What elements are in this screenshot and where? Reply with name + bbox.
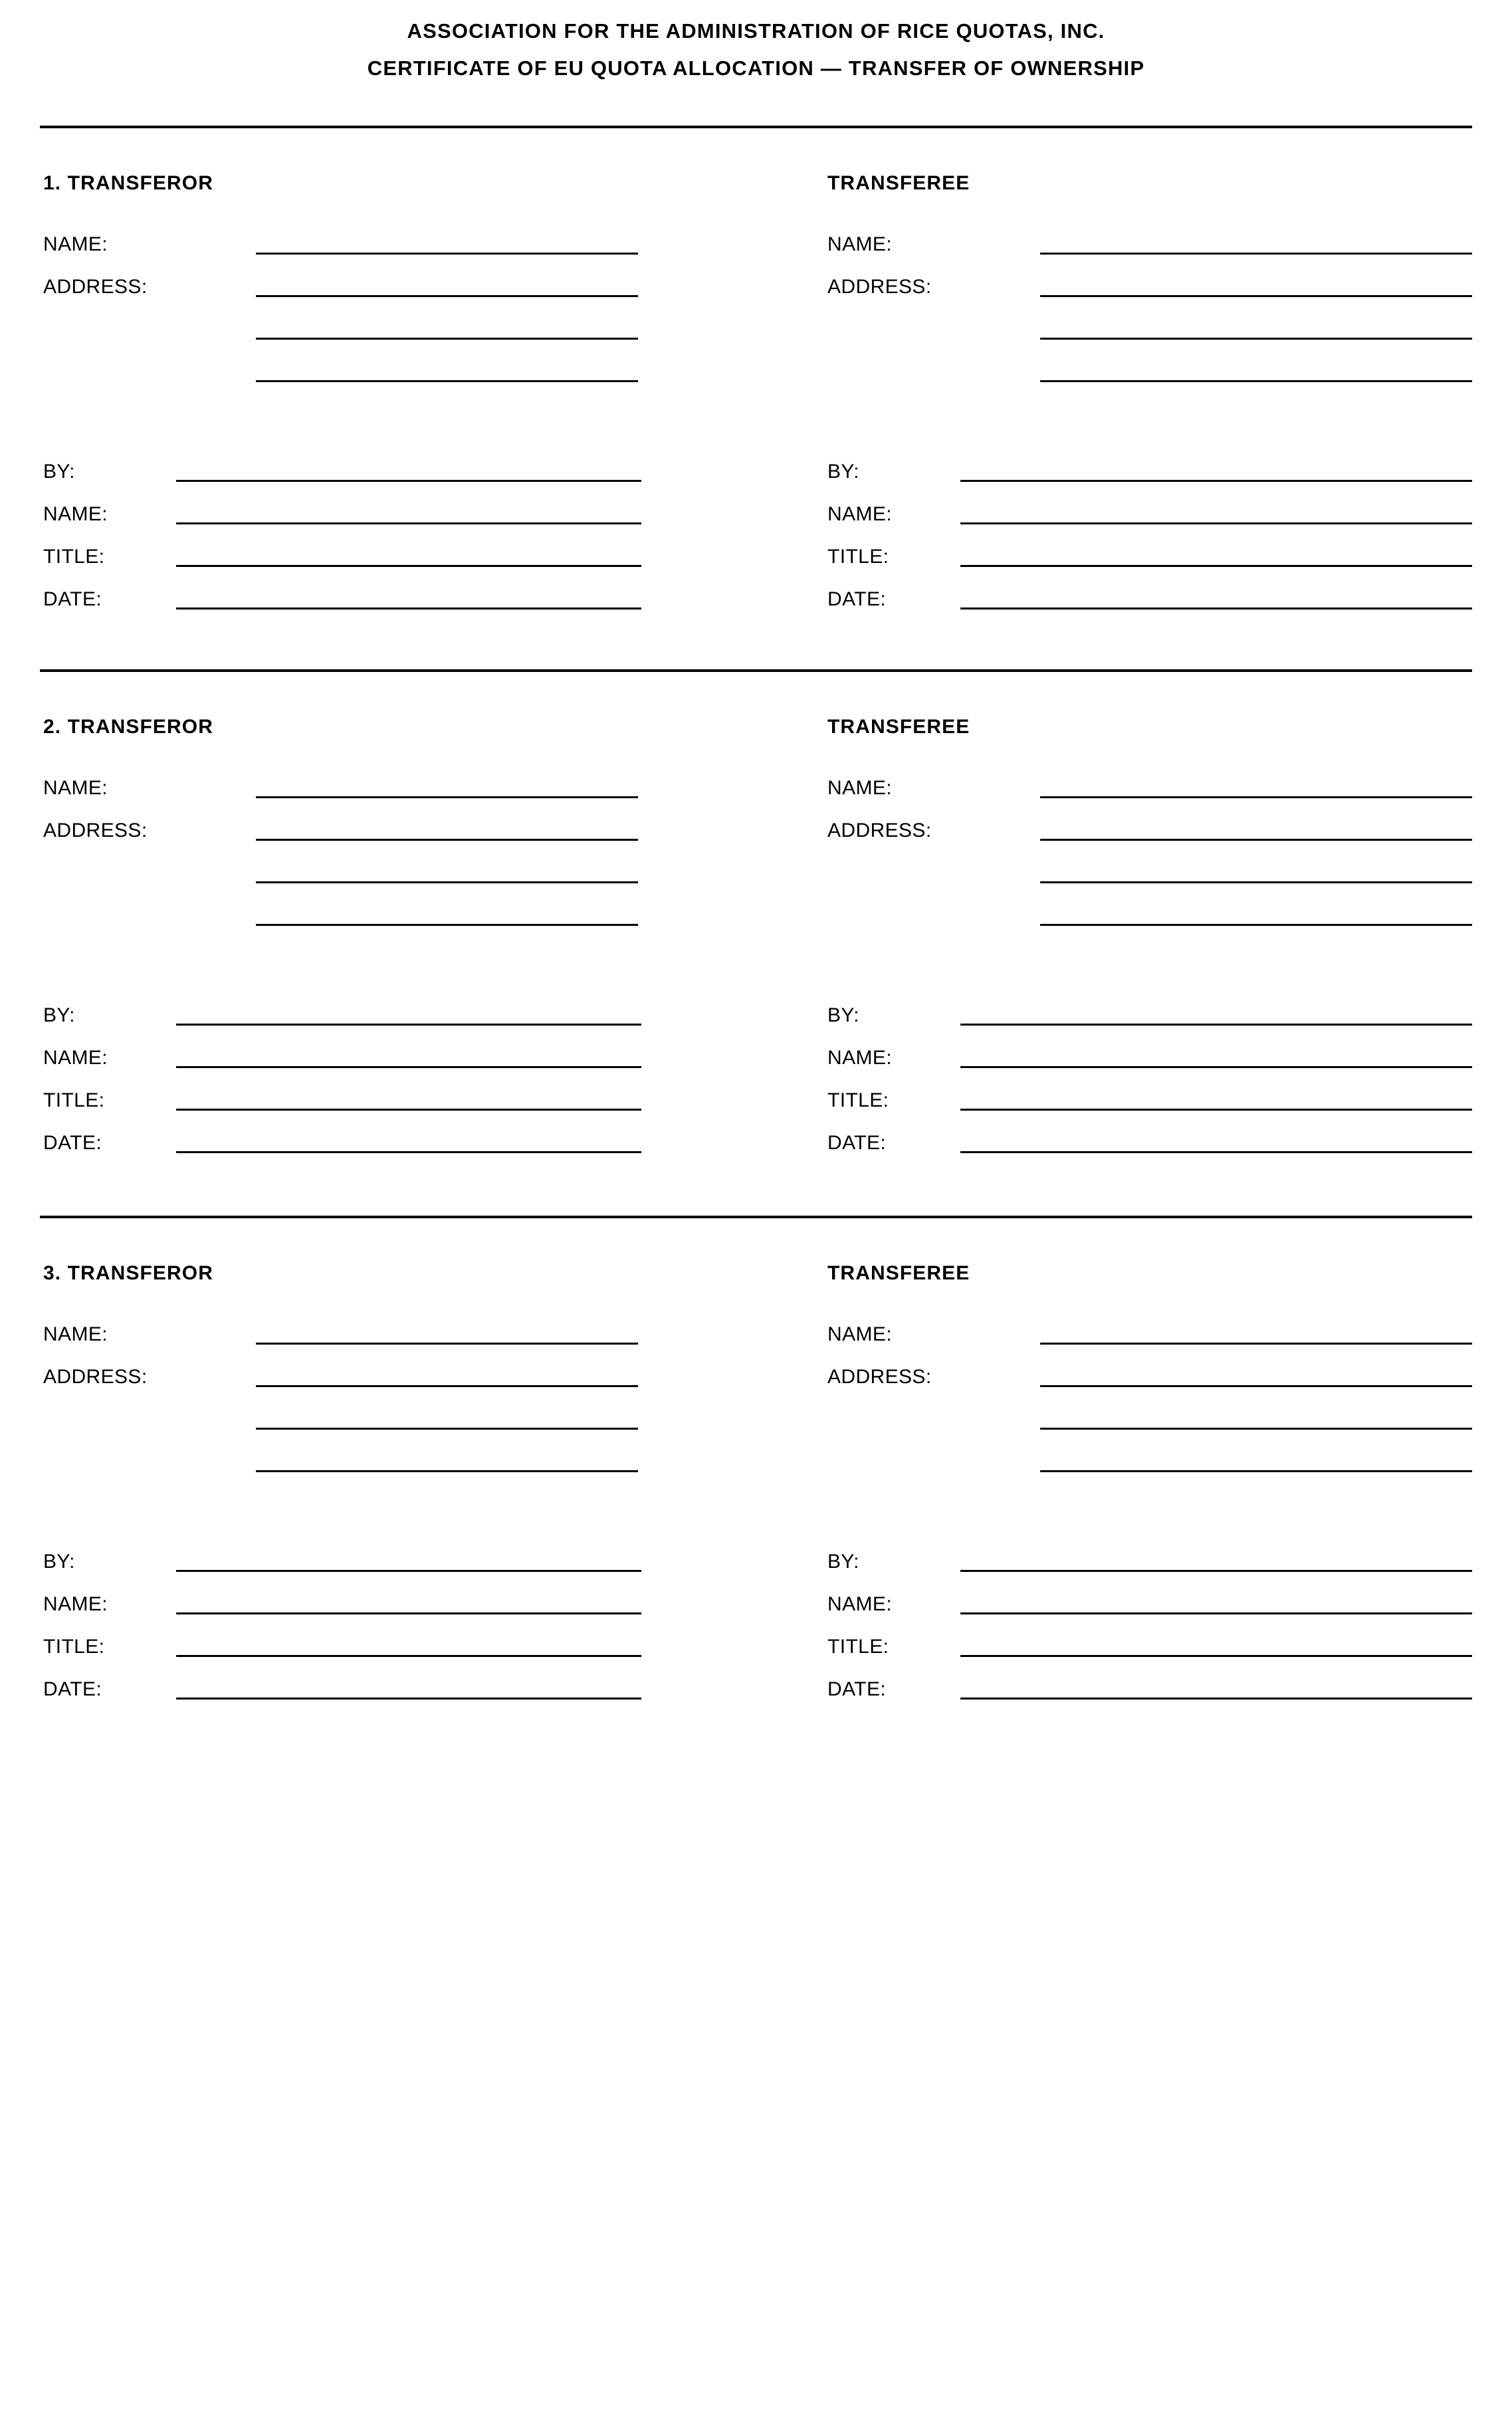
section-3-transferee-address-line-2-input[interactable] <box>1040 1428 1472 1430</box>
section-3-transferor-by-input[interactable] <box>176 1570 641 1572</box>
section-3-transferee-title-row <box>827 1629 1472 1661</box>
spacer-block <box>827 1487 1472 1544</box>
section-3-transferee-address-line-1-input[interactable] <box>1040 1385 1472 1387</box>
page-title-line-2: CERTIFICATE OF EU QUOTA ALLOCATION — TRANSFER OF OWNERSHIP <box>367 56 1145 80</box>
address-label: ADDRESS: <box>43 1366 148 1388</box>
section-1-transferor-heading: 1. TRANSFEROR <box>43 172 213 195</box>
section-2-transferee-signer-name-input[interactable] <box>960 1066 1472 1068</box>
section-2-transferor-by-input[interactable] <box>176 1024 641 1026</box>
spacer-block <box>827 940 1472 998</box>
section-1-transferee-heading: TRANSFEREE <box>827 172 970 195</box>
section-2-transferor-name-row <box>43 770 827 802</box>
section-3-transferor-date-row <box>43 1672 827 1703</box>
section-1-transferee-title-input[interactable] <box>960 565 1472 567</box>
spacer <box>43 926 256 930</box>
section-2-transferee-address-row-3 <box>827 898 1472 930</box>
section-2-transferor-address-row <box>43 813 827 845</box>
section-2-transferee-address-line-1-input[interactable] <box>1040 839 1472 841</box>
section-1-transferee-date-input[interactable] <box>960 607 1472 609</box>
section-1-transferor-name-row <box>43 227 827 259</box>
section-3-transferee-by-input[interactable] <box>960 1570 1472 1572</box>
section-3-transferor-heading: 3. TRANSFEROR <box>43 1262 213 1285</box>
section-1-transferee-address-row <box>827 269 1472 301</box>
section-1-transferor-address-row <box>43 269 827 301</box>
section-1 <box>40 128 1472 624</box>
section-2-transferee-address-row-2 <box>827 855 1472 887</box>
name-label: NAME: <box>827 777 893 800</box>
section-2-transferor-address-row-2 <box>43 855 827 887</box>
name-label: NAME: <box>827 1047 893 1069</box>
section-3 <box>40 1218 1472 1714</box>
name-label: NAME: <box>827 1593 893 1616</box>
section-2-transferor-date-row <box>43 1125 827 1157</box>
section-1-transferor-address-row-3 <box>43 354 827 386</box>
section-2-transferor-address-line-1-input[interactable] <box>256 839 638 841</box>
section-3-transferee-signer-name-input[interactable] <box>960 1612 1472 1614</box>
section-1-transferor-title-row <box>43 539 827 571</box>
section-3-transferee-name-row <box>827 1317 1472 1349</box>
spacer <box>43 1472 256 1476</box>
section-3-transferee-column <box>827 1262 1472 1714</box>
date-label: DATE: <box>43 588 102 611</box>
section-2-transferor-address-line-2-input[interactable] <box>256 881 638 883</box>
section-1-transferee-name-row <box>827 227 1472 259</box>
by-label: BY: <box>827 1004 859 1027</box>
name-label: NAME: <box>43 233 108 256</box>
section-1-transferor-signer-name-input[interactable] <box>176 522 641 524</box>
section-1-transferor-column <box>40 172 827 624</box>
section-1-transferee-by-input[interactable] <box>960 480 1472 482</box>
date-label: DATE: <box>827 1678 887 1701</box>
section-3-transferor-address-row <box>43 1359 827 1391</box>
section-3-transferor-column <box>40 1262 827 1714</box>
section-3-transferor-address-line-1-input[interactable] <box>256 1385 638 1387</box>
section-2-transferor-title-input[interactable] <box>176 1109 641 1111</box>
title-label: TITLE: <box>43 546 105 568</box>
section-1-transferee-signer-name-row <box>827 496 1472 528</box>
spacer-block <box>43 1487 827 1544</box>
section-3-transferor-address-line-3-input[interactable] <box>256 1470 638 1472</box>
section-1-transferee-address-row-3 <box>827 354 1472 386</box>
section-1-transferee-date-row <box>827 582 1472 613</box>
address-label: ADDRESS: <box>827 1366 932 1388</box>
section-1-transferee-by-row <box>827 454 1472 486</box>
name-label: NAME: <box>43 777 108 800</box>
section-3-transferor-by-row <box>43 1544 827 1576</box>
section-3-transferee-address-line-3-input[interactable] <box>1040 1470 1472 1472</box>
spacer <box>827 340 1040 344</box>
by-label: BY: <box>43 1004 75 1027</box>
title-label: TITLE: <box>43 1636 105 1658</box>
section-1-transferee-address-line-1-input[interactable] <box>1040 295 1472 297</box>
section-2-transferor-column <box>40 716 827 1168</box>
name-label: NAME: <box>827 233 893 256</box>
section-1-transferor-by-input[interactable] <box>176 480 641 482</box>
section-3-transferor-name-row <box>43 1317 827 1349</box>
section-2-transferee-title-row <box>827 1083 1472 1115</box>
section-1-transferee-address-row-2 <box>827 312 1472 344</box>
section-3-transferee-address-row-3 <box>827 1444 1472 1476</box>
section-1-transferor-date-input[interactable] <box>176 607 641 609</box>
section-1-transferee-address-line-2-input[interactable] <box>1040 338 1472 340</box>
title-label: TITLE: <box>827 1089 889 1112</box>
date-label: DATE: <box>43 1132 102 1154</box>
section-3-transferor-signer-name-input[interactable] <box>176 1612 641 1614</box>
section-2-transferor-title-row <box>43 1083 827 1115</box>
name-label: NAME: <box>827 503 893 526</box>
section-2-transferee-date-row <box>827 1125 1472 1157</box>
page-title <box>40 15 1472 84</box>
spacer <box>827 1430 1040 1434</box>
section-1-transferor-title-input[interactable] <box>176 565 641 567</box>
section-2-transferee-date-input[interactable] <box>960 1151 1472 1153</box>
section-1-transferor-by-row <box>43 454 827 486</box>
section-1-transferor-name-input[interactable] <box>256 253 638 255</box>
section-2-transferee-name-row <box>827 770 1472 802</box>
section-3-transferor-date-input[interactable] <box>176 1698 641 1700</box>
section-1-transferee-name-input[interactable] <box>1040 253 1472 255</box>
name-label: NAME: <box>43 503 108 526</box>
address-label: ADDRESS: <box>43 276 148 298</box>
address-label: ADDRESS: <box>827 276 932 298</box>
section-3-transferor-address-row-3 <box>43 1444 827 1476</box>
section-2-transferee-heading: TRANSFEREE <box>827 716 970 738</box>
date-label: DATE: <box>827 588 887 611</box>
spacer-block <box>43 940 827 998</box>
spacer <box>827 1472 1040 1476</box>
by-label: BY: <box>43 461 75 483</box>
section-1-transferor-address-line-2-input[interactable] <box>256 338 638 340</box>
section-1-transferor-address-line-3-input[interactable] <box>256 380 638 382</box>
section-2-transferee-column <box>827 716 1472 1168</box>
section-3-transferee-title-input[interactable] <box>960 1655 1472 1657</box>
title-label: TITLE: <box>827 1636 889 1658</box>
section-2-transferee-name-input[interactable] <box>1040 796 1472 798</box>
section-3-transferee-signer-name-row <box>827 1587 1472 1618</box>
spacer <box>827 382 1040 386</box>
section-1-transferor-address-line-1-input[interactable] <box>256 295 638 297</box>
spacer <box>43 382 256 386</box>
by-label: BY: <box>827 461 859 483</box>
spacer-block <box>43 397 827 454</box>
section-1-transferor-date-row <box>43 582 827 613</box>
section-2-transferor-address-line-3-input[interactable] <box>256 924 638 926</box>
section-1-transferee-title-row <box>827 539 1472 571</box>
spacer <box>827 926 1040 930</box>
section-3-transferee-heading: TRANSFEREE <box>827 1262 970 1285</box>
section-2-transferor-heading: 2. TRANSFEROR <box>43 716 213 738</box>
section-2-transferor-signer-name-row <box>43 1040 827 1072</box>
section-3-transferee-name-input[interactable] <box>1040 1343 1472 1345</box>
section-3-transferor-name-input[interactable] <box>256 1343 638 1345</box>
date-label: DATE: <box>827 1132 887 1154</box>
section-3-transferee-address-row <box>827 1359 1472 1391</box>
section-1-transferor-address-row-2 <box>43 312 827 344</box>
section-3-transferee-date-row <box>827 1672 1472 1703</box>
spacer <box>43 340 256 344</box>
spacer <box>43 1430 256 1434</box>
section-3-transferor-title-row <box>43 1629 827 1661</box>
section-2-transferee-address-line-2-input[interactable] <box>1040 881 1472 883</box>
by-label: BY: <box>827 1551 859 1573</box>
section-2-transferor-name-input[interactable] <box>256 796 638 798</box>
section-3-transferor-address-row-2 <box>43 1402 827 1434</box>
section-1-transferee-address-line-3-input[interactable] <box>1040 380 1472 382</box>
by-label: BY: <box>43 1551 75 1573</box>
spacer <box>827 883 1040 887</box>
name-label: NAME: <box>43 1593 108 1616</box>
spacer-block <box>827 397 1472 454</box>
section-3-transferee-by-row <box>827 1544 1472 1576</box>
section-3-transferor-signer-name-row <box>43 1587 827 1618</box>
section-1-transferor-signer-name-row <box>43 496 827 528</box>
section-3-transferor-address-line-2-input[interactable] <box>256 1428 638 1430</box>
section-3-transferor-title-input[interactable] <box>176 1655 641 1657</box>
section-2-transferor-address-row-3 <box>43 898 827 930</box>
title-label: TITLE: <box>827 546 889 568</box>
section-2-transferor-signer-name-input[interactable] <box>176 1066 641 1068</box>
section-3-transferee-date-input[interactable] <box>960 1698 1472 1700</box>
section-2-transferor-date-input[interactable] <box>176 1151 641 1153</box>
address-label: ADDRESS: <box>43 820 148 842</box>
section-2-transferee-title-input[interactable] <box>960 1109 1472 1111</box>
section-2-transferee-by-row <box>827 998 1472 1030</box>
section-1-transferee-signer-name-input[interactable] <box>960 522 1472 524</box>
spacer <box>43 883 256 887</box>
section-2-transferee-signer-name-row <box>827 1040 1472 1072</box>
section-1-transferee-column <box>827 172 1472 624</box>
section-2-transferee-address-row <box>827 813 1472 845</box>
page-title-line-1: ASSOCIATION FOR THE ADMINISTRATION OF RICE QUOTAS, INC. <box>407 19 1105 43</box>
section-2-transferor-by-row <box>43 998 827 1030</box>
title-label: TITLE: <box>43 1089 105 1112</box>
section-3-transferee-address-row-2 <box>827 1402 1472 1434</box>
section-2-transferee-address-line-3-input[interactable] <box>1040 924 1472 926</box>
address-label: ADDRESS: <box>827 820 932 842</box>
section-2-transferee-by-input[interactable] <box>960 1024 1472 1026</box>
section-2 <box>40 672 1472 1168</box>
name-label: NAME: <box>43 1047 108 1069</box>
name-label: NAME: <box>43 1323 108 1346</box>
date-label: DATE: <box>43 1678 102 1701</box>
name-label: NAME: <box>827 1323 893 1346</box>
